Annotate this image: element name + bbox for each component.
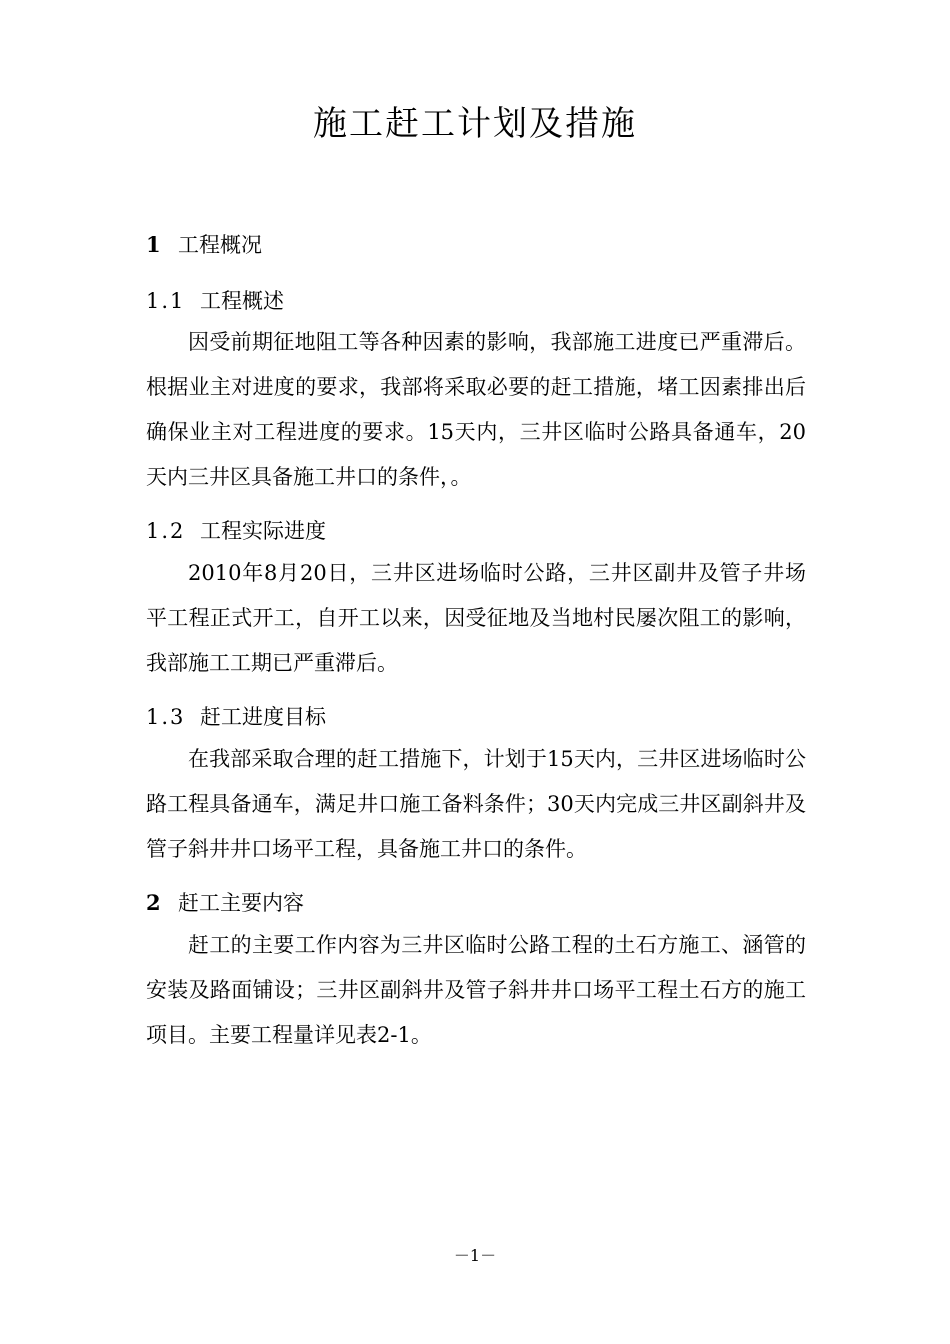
- subsection-heading-1-1: [146, 286, 284, 316]
- paragraph-2: 赶工的主要工作内容为三井区临时公路工程的土石方施工、涵管的安装及路面铺设；三井区副斜井及管子斜井井口场平工程土石方的施工项目。主要工程量详见表2-1。: [146, 933, 806, 1047]
- subsection-title: 工程概述: [200, 289, 284, 313]
- subsection-number: 1.3: [146, 705, 186, 729]
- subsection-heading-1-2: [146, 516, 326, 546]
- subsection-number: 1.2: [146, 519, 186, 543]
- subsection-title: 工程实际进度: [200, 519, 326, 543]
- section-title: 赶工主要内容: [178, 891, 304, 915]
- paragraph-1-1: 因受前期征地阻工等各种因素的影响，我部施工进度已严重滞后。根据业主对进度的要求，我部将采取必要的赶工措施，堵工因素排出后确保业主对工程进度的要求。15天内，三井区临时公路具备通车，20天内三井区具备施工井口的条件，。: [146, 330, 806, 489]
- section-heading-1: [146, 230, 262, 260]
- paragraph-1-2: 2010年8月20日，三井区进场临时公路，三井区副井及管子井场平工程正式开工，自开工以来，因受征地及当地村民屡次阻工的影响，我部施工工期已严重滞后。: [146, 561, 806, 675]
- subsection-title: 赶工进度目标: [200, 705, 326, 729]
- section-number: 2: [146, 890, 161, 915]
- subsection-heading-1-3: [146, 702, 326, 732]
- section-heading-2: [146, 888, 304, 918]
- subsection-number: 1.1: [146, 289, 186, 313]
- paragraph-1-3: 在我部采取合理的赶工措施下，计划于15天内，三井区进场临时公路工程具备通车，满足井口施工备料条件；30天内完成三井区副斜井及管子斜井井口场平工程，具备施工井口的条件。: [146, 747, 806, 861]
- document-title: 施工赶工计划及措施: [313, 104, 637, 144]
- section-title: 工程概况: [178, 233, 262, 257]
- page-number: －1－: [453, 1246, 497, 1265]
- section-number: 1: [146, 232, 161, 257]
